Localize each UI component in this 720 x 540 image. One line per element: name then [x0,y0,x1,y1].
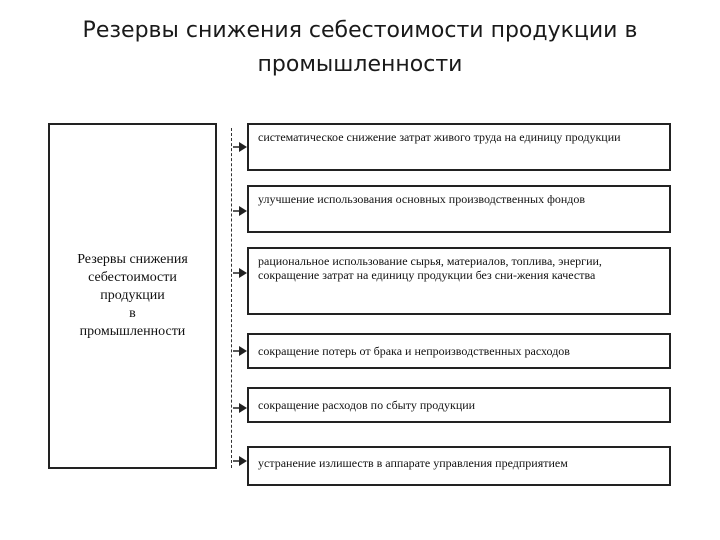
slide-title: Резервы снижения себестоимости продукции в промышленности [82,18,638,77]
main-category-box: Резервы снижения себестоимости продукции в промышленности [48,123,217,469]
arrow-icon [233,268,247,278]
arrow-icon [233,142,247,152]
arrow-icon [233,346,247,356]
arrow-icon [233,403,247,413]
reserve-item-3: рациональное использование сырья, материалов, топлива, энергии, сокращение затрат на единицу продукции без сни-жения качества [247,247,671,315]
reserve-item-5: сокращение расходов по сбыту продукции [247,387,671,423]
arrow-icon [233,206,247,216]
reserve-item-6: устранение излишеств в аппарате управления предприятием [247,446,671,486]
reserve-item-1: систематическое снижение затрат живого труда на единицу продукции [247,123,671,171]
reserve-item-4: сокращение потерь от брака и непроизводственных расходов [247,333,671,369]
arrow-icon [233,456,247,466]
connector-line [231,128,232,468]
reserve-item-2: улучшение использования основных производственных фондов [247,185,671,233]
